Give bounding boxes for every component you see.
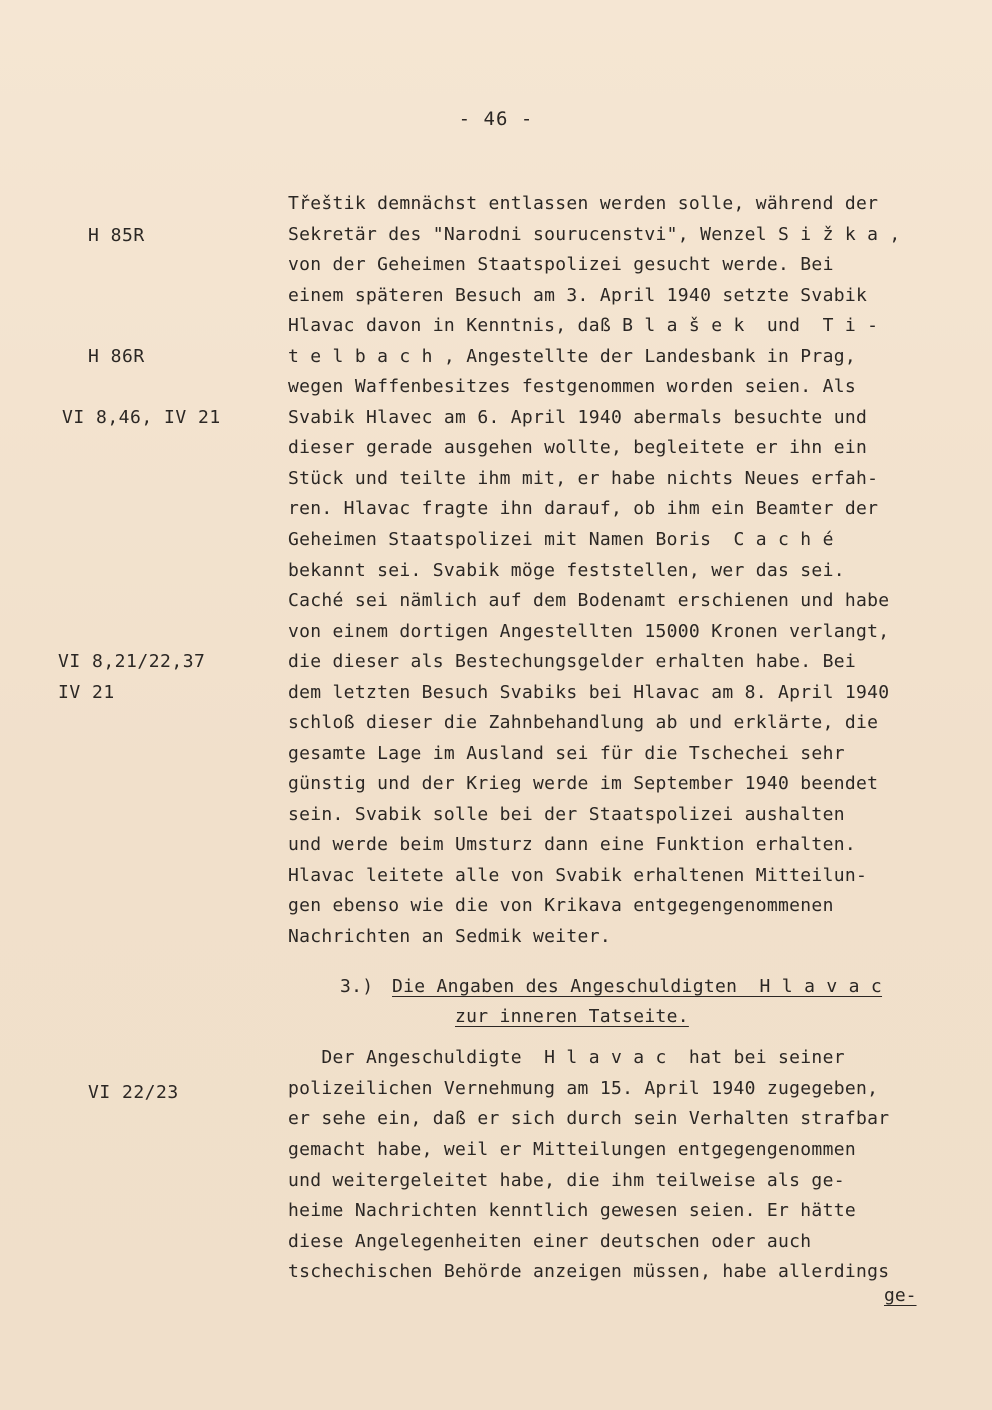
text-line: von der Geheimen Staatspolizei gesucht werde. Bei xyxy=(288,254,834,275)
text-line: diese Angelegenheiten einer deutschen oder auch xyxy=(288,1231,812,1252)
text-line: dieser gerade ausgehen wollte, begleitete er ihn ein xyxy=(288,437,868,458)
text-line: ren. Hlavac fragte ihn darauf, ob ihm ein Beamter der xyxy=(288,498,879,519)
text-line: polizeilichen Vernehmung am 15. April 1940 zugegeben, xyxy=(288,1078,879,1099)
text-line: schloß dieser die Zahnbehandlung ab und erklärte, die xyxy=(288,712,879,733)
text-line: tschechischen Behörde anzeigen müssen, habe allerdings xyxy=(288,1261,890,1282)
section-number: 3.) xyxy=(340,976,374,997)
text-line: Sekretär des "Narodni sourucenstvi", Wenzel S i ž k a , xyxy=(288,224,901,245)
text-line: Hlavac leitete alle von Svabik erhaltenen Mitteilun- xyxy=(288,865,868,886)
text-line: gemacht habe, weil er Mitteilungen entgegengenommen xyxy=(288,1139,856,1160)
margin-note: VI 8,46, IV 21 xyxy=(62,407,221,428)
text-line: gen ebenso wie die von Krikava entgegengenommenen xyxy=(288,895,834,916)
margin-references xyxy=(0,0,260,1410)
text-line: dem letzten Besuch Svabiks bei Hlavac am 8. April 1940 xyxy=(288,682,890,703)
text-line: günstig und der Krieg werde im September 1940 beendet xyxy=(288,773,879,794)
section-title-line: zur inneren Tatseite. xyxy=(455,1006,689,1027)
text-line: sein. Svabik solle bei der Staatspolizei aushalten xyxy=(288,804,845,825)
text-line: er sehe ein, daß er sich durch sein Verhalten strafbar xyxy=(288,1108,890,1129)
page-continuation: ge- xyxy=(884,1285,917,1306)
text-line: die dieser als Bestechungsgelder erhalten habe. Bei xyxy=(288,651,856,672)
margin-note: IV 21 xyxy=(58,682,115,703)
text-line: einem späteren Besuch am 3. April 1940 setzte Svabik xyxy=(288,285,868,306)
text-line: Třeštik demnächst entlassen werden solle, während der xyxy=(288,193,879,214)
text-line: Svabik Hlavec am 6. April 1940 abermals besuchte und xyxy=(288,407,868,428)
margin-note: VI 22/23 xyxy=(88,1082,179,1103)
text-line: und weitergeleitet habe, die ihm teilweise als ge- xyxy=(288,1170,845,1191)
text-line: bekannt sei. Svabik möge feststellen, wer das sei. xyxy=(288,560,845,581)
text-line: wegen Waffenbesitzes festgenommen worden seien. Als xyxy=(288,376,856,397)
margin-note: H 86R xyxy=(88,346,145,367)
text-line: gesamte Lage im Ausland sei für die Tschechei sehr xyxy=(288,743,845,764)
text-line: von einem dortigen Angestellten 15000 Kronen verlangt, xyxy=(288,621,890,642)
text-line: heime Nachrichten kenntlich gewesen seien. Er hätte xyxy=(288,1200,856,1221)
margin-note: H 85R xyxy=(88,225,145,246)
margin-note: VI 8,21/22,37 xyxy=(58,651,206,672)
text-line: Stück und teilte ihm mit, er habe nichts Neues erfah- xyxy=(288,468,879,489)
text-line: Caché sei nämlich auf dem Bodenamt erschienen und habe xyxy=(288,590,890,611)
text-line: Der Angeschuldigte H l a v a c hat bei seiner xyxy=(288,1047,845,1068)
text-line: Geheimen Staatspolizei mit Namen Boris C a c h é xyxy=(288,529,834,550)
text-line: Hlavac davon in Kenntnis, daß B l a š e k und T i - xyxy=(288,315,879,336)
page-number: - 46 - xyxy=(458,108,534,130)
text-line: und werde beim Umsturz dann eine Funktion erhalten. xyxy=(288,834,856,855)
text-line: t e l b a c h , Angestellte der Landesbank in Prag, xyxy=(288,346,856,367)
section-title-line: Die Angaben des Angeschuldigten H l a v a c xyxy=(392,976,883,997)
text-line: Nachrichten an Sedmik weiter. xyxy=(288,926,611,947)
